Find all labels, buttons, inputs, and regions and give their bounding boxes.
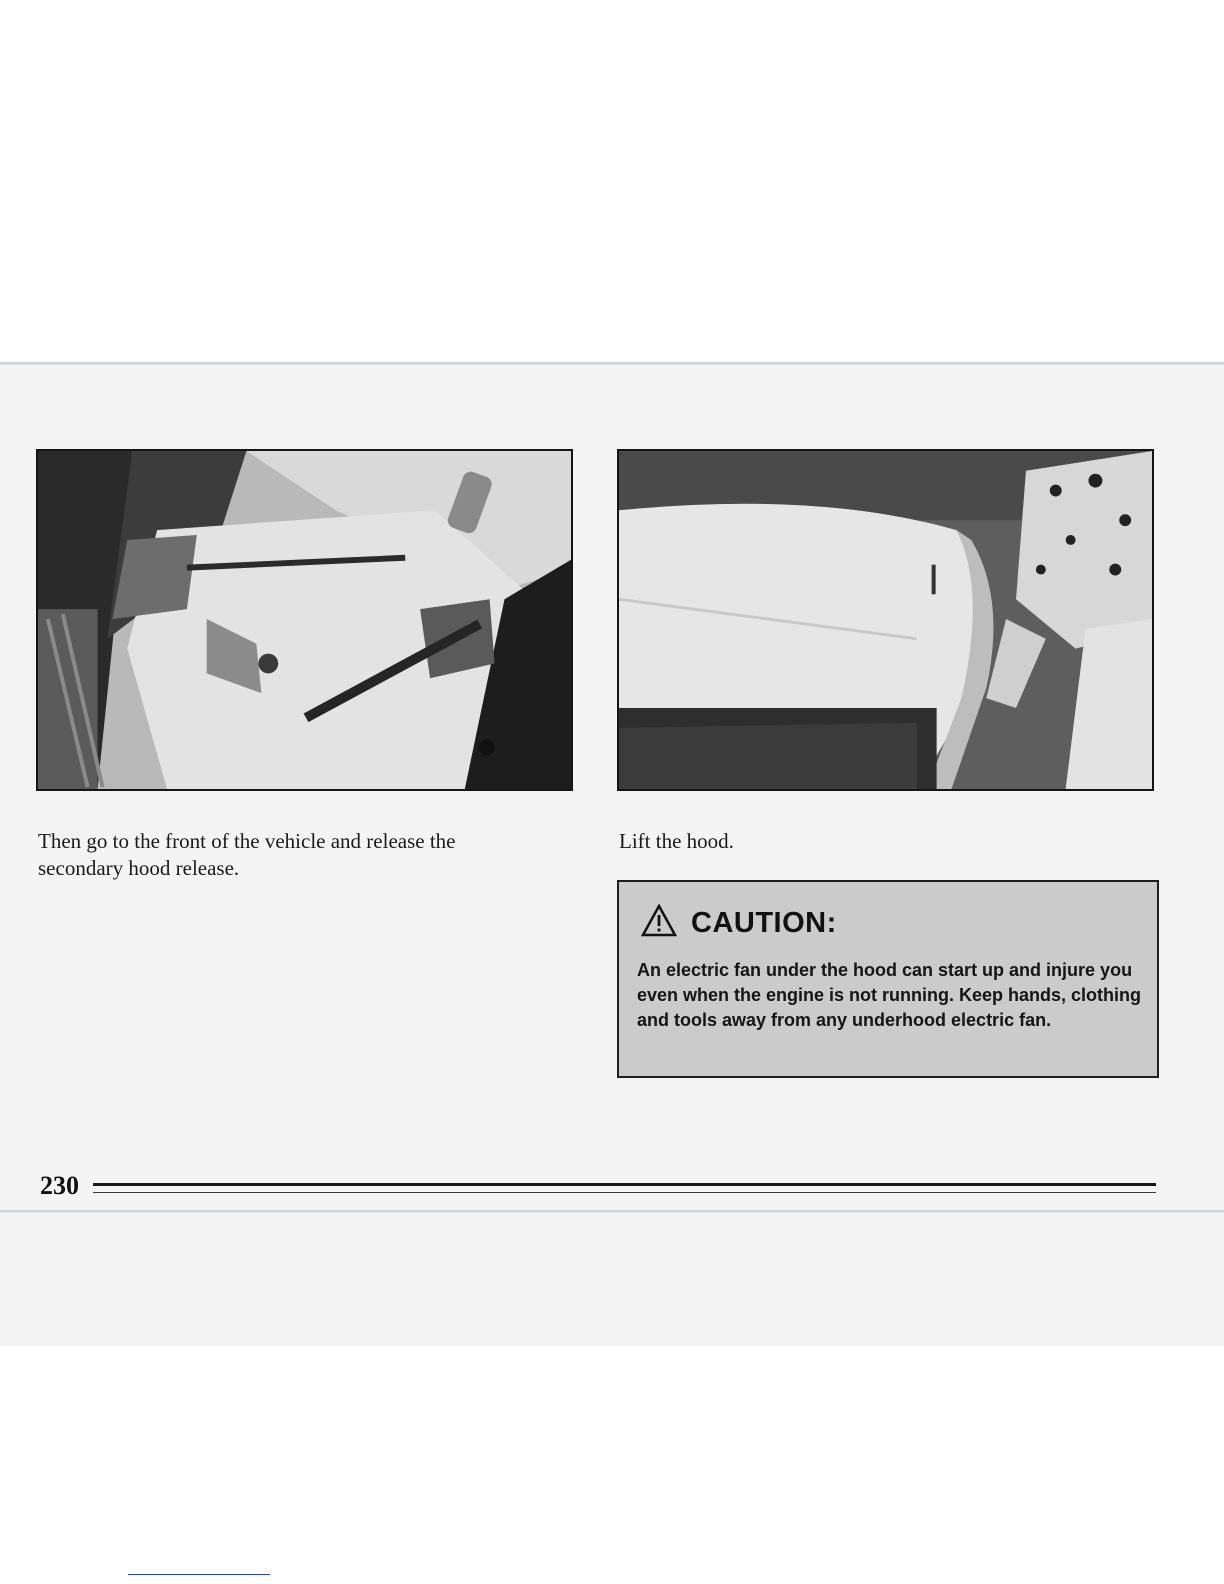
page-number: 230 — [40, 1171, 79, 1200]
lifting-hood-photo — [617, 449, 1154, 791]
caution-body: An electric fan under the hood can start up and injure you even when the engine is not running. Keep hands, clothing and tools away from any underhood electric fan. — [637, 960, 1142, 1030]
scan-edge-bottom — [0, 1210, 1224, 1213]
footer-link-underline — [128, 1574, 270, 1575]
secondary-hood-release-photo — [36, 449, 573, 791]
caption-left: Then go to the front of the vehicle and release the secondary hood release. — [38, 829, 456, 880]
caution-box — [617, 880, 1159, 1078]
scan-edge-top — [0, 362, 1224, 365]
warning-triangle-icon — [641, 904, 677, 943]
footer-rule-thick — [93, 1183, 1156, 1186]
caption-right: Lift the hood. — [619, 829, 734, 853]
footer-rule-thin — [93, 1192, 1156, 1193]
caution-title: CAUTION: — [691, 907, 837, 939]
caution-header — [641, 904, 837, 943]
